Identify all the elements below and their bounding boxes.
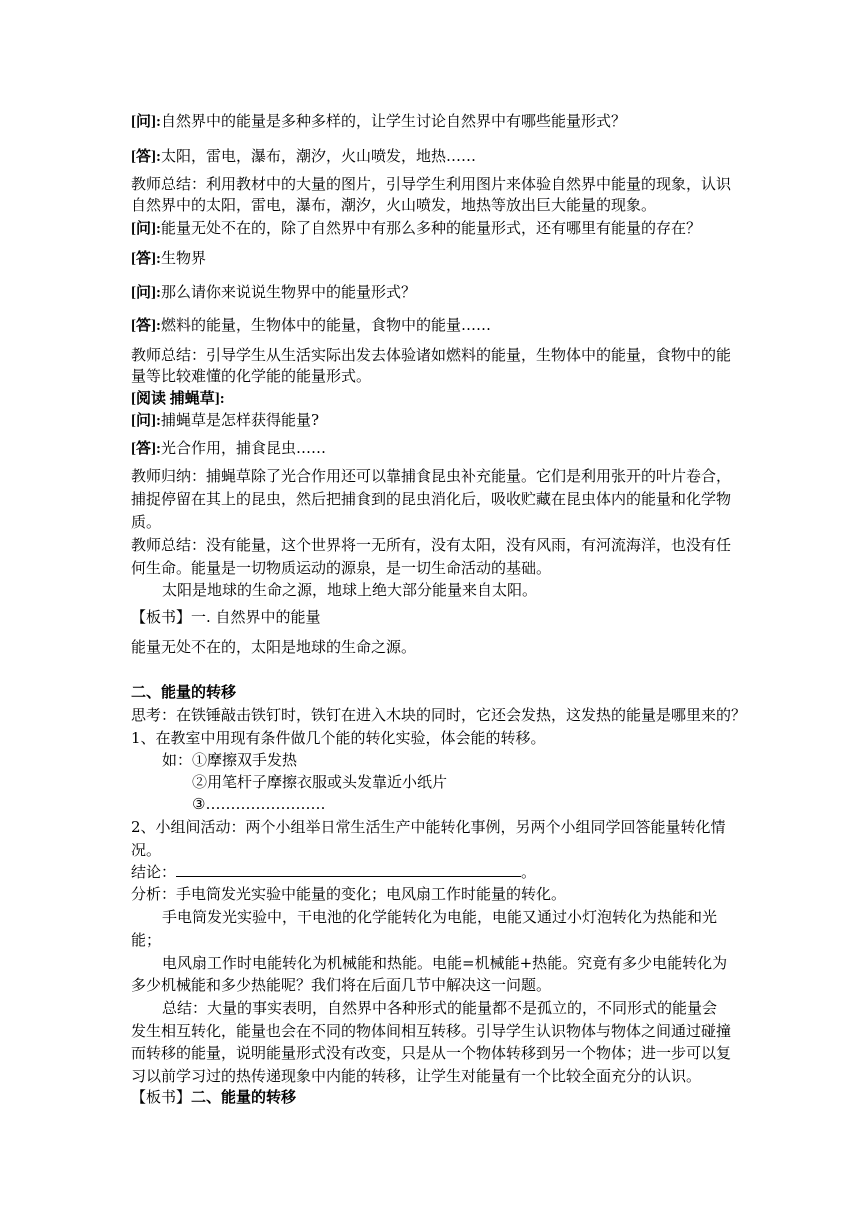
- teacher-summary-line: 教师总结：没有能量，这个世界将一无所有，没有太阳，没有风雨，有河流海洋，也没有任: [131, 536, 732, 554]
- example-item: ②用笔杆子摩擦衣服或头发靠近小纸片: [192, 773, 448, 791]
- conclusion-label: 结论：: [131, 863, 177, 881]
- teacher-conclusion-line: 捕捉停留在其上的昆虫，然后把捕食到的昆虫消化后，吸收贮藏在昆虫体内的能量和化学物: [131, 490, 732, 508]
- teacher-conclusion-line: 教师归纳：捕蝇草除了光合作用还可以靠捕食昆虫补充能量。它们是利用张开的叶片卷合，: [131, 467, 732, 485]
- answer-line: [131, 146, 476, 167]
- answer-text: 燃料的能量，生物体中的能量，食物中的能量……: [161, 316, 492, 334]
- board-tag: 【板书】: [131, 1090, 192, 1106]
- teacher-summary-line: 何生命。能量是一切物质运动的源泉，是一切生命活动的基础。: [131, 559, 552, 577]
- paragraph: 而转移的能量，说明能量形式没有改变，只是从一个物体转移到另一个物体；进一步可以复: [131, 1044, 732, 1062]
- board-text: 一. 自然界中的能量: [191, 608, 321, 626]
- paragraph: 发生相互转化，能量也会在不同的物体间相互转移。引导学生认识物体与物体之间通过碰撞: [131, 1022, 732, 1040]
- question-text: 那么请你来说说生物界中的能量形式？: [161, 283, 417, 301]
- board-note: [131, 1088, 296, 1108]
- answer-tag: [答]:: [131, 318, 161, 334]
- teacher-summary-line: 量等比较难懂的化学能的能量形式。: [131, 367, 372, 385]
- list-item: 2、小组间活动：两个小组举日常生活生产中能转化事例，另两个小组同学回答能量转化情: [131, 818, 726, 836]
- teacher-summary-line: 教师总结：利用教材中的大量的图片，引导学生利用图片来体验自然界中能量的现象，认识: [131, 175, 732, 193]
- question-tag: [问]:: [131, 114, 161, 130]
- section-heading: 二、能量的转移: [131, 685, 237, 701]
- question-line: [131, 410, 319, 431]
- list-item: 1、在教室中用现有条件做几个能的转化实验，体会能的转移。: [131, 729, 546, 747]
- reading-heading: [阅读 捕蝇草]:: [131, 391, 225, 407]
- paragraph: 能量无处不在的，太阳是地球的生命之源。: [131, 638, 417, 656]
- answer-line: [131, 248, 206, 269]
- paragraph: 能；: [131, 931, 162, 949]
- teacher-summary-line: 教师总结：引导学生从生活实际出发去体验诸如燃料的能量，生物体中的能量，食物中的能: [131, 346, 732, 364]
- indented-paragraph: 太阳是地球的生命之源，地球上绝大部分能量来自太阳。: [162, 581, 538, 599]
- answer-text: 生物界: [161, 249, 207, 267]
- paragraph: 习以前学习过的热传递现象中内能的转移，让学生对能量有一个比较全面充分的认识。: [131, 1067, 702, 1085]
- paragraph: 思考：在铁锤敲击铁钉时，铁钉在进入木块的同时，它还会发热，这发热的能量是哪里来的？: [131, 706, 747, 724]
- question-tag: [问]:: [131, 221, 161, 237]
- answer-text: 光合作用，捕食昆虫……: [161, 439, 327, 457]
- conclusion-line: [131, 862, 536, 882]
- list-item: 况。: [131, 841, 162, 859]
- period: 。: [521, 863, 537, 881]
- question-tag: [问]:: [131, 413, 161, 429]
- example-item: ③……………………: [192, 795, 326, 813]
- indented-paragraph: 手电筒发光实验中，干电池的化学能转化为电能，电能又通过小灯泡转化为热能和光: [162, 908, 718, 926]
- board-tag: 【板书】: [131, 608, 192, 626]
- answer-tag: [答]:: [131, 441, 161, 457]
- question-text: 自然界中的能量是多种多样的，让学生讨论自然界中有哪些能量形式？: [161, 112, 627, 130]
- question-line: [131, 218, 701, 239]
- question-text: 能量无处不在的，除了自然界中有那么多种的能量形式，还有哪里有能量的存在？: [161, 219, 702, 237]
- question-line: [131, 111, 626, 132]
- question-line: [131, 282, 416, 303]
- answer-tag: [答]:: [131, 251, 161, 267]
- indented-paragraph: 电风扇工作时电能转化为机械能和热能。电能=机械能+热能。究竟有多少电能转化为: [162, 954, 728, 972]
- question-tag: [问]:: [131, 285, 161, 301]
- answer-tag: [答]:: [131, 149, 161, 165]
- answer-text: 太阳，雷电，瀑布，潮汐，火山喷发，地热……: [161, 147, 477, 165]
- board-note: [131, 607, 321, 627]
- paragraph: 多少机械能和多少热能呢？我们将在后面几节中解决这一问题。: [131, 976, 552, 994]
- answer-line: [131, 438, 326, 459]
- teacher-summary-line: 自然界中的太阳，雷电，瀑布，潮汐，火山喷发，地热等放出巨大能量的现象。: [131, 196, 657, 214]
- teacher-conclusion-line: 质。: [131, 513, 162, 531]
- example-item: 如：①摩擦双手发热: [162, 751, 298, 769]
- paragraph: 分析：手电筒发光实验中能量的变化；电风扇工作时能量的转化。: [131, 885, 567, 903]
- question-text: 捕蝇草是怎样获得能量?: [161, 411, 320, 429]
- indented-paragraph: 总结：大量的事实表明，自然界中各种形式的能量都不是孤立的，不同形式的能量会: [162, 999, 718, 1017]
- answer-line: [131, 315, 491, 336]
- fill-in-blank: [176, 862, 521, 877]
- board-text: 二、能量的转移: [191, 1090, 297, 1106]
